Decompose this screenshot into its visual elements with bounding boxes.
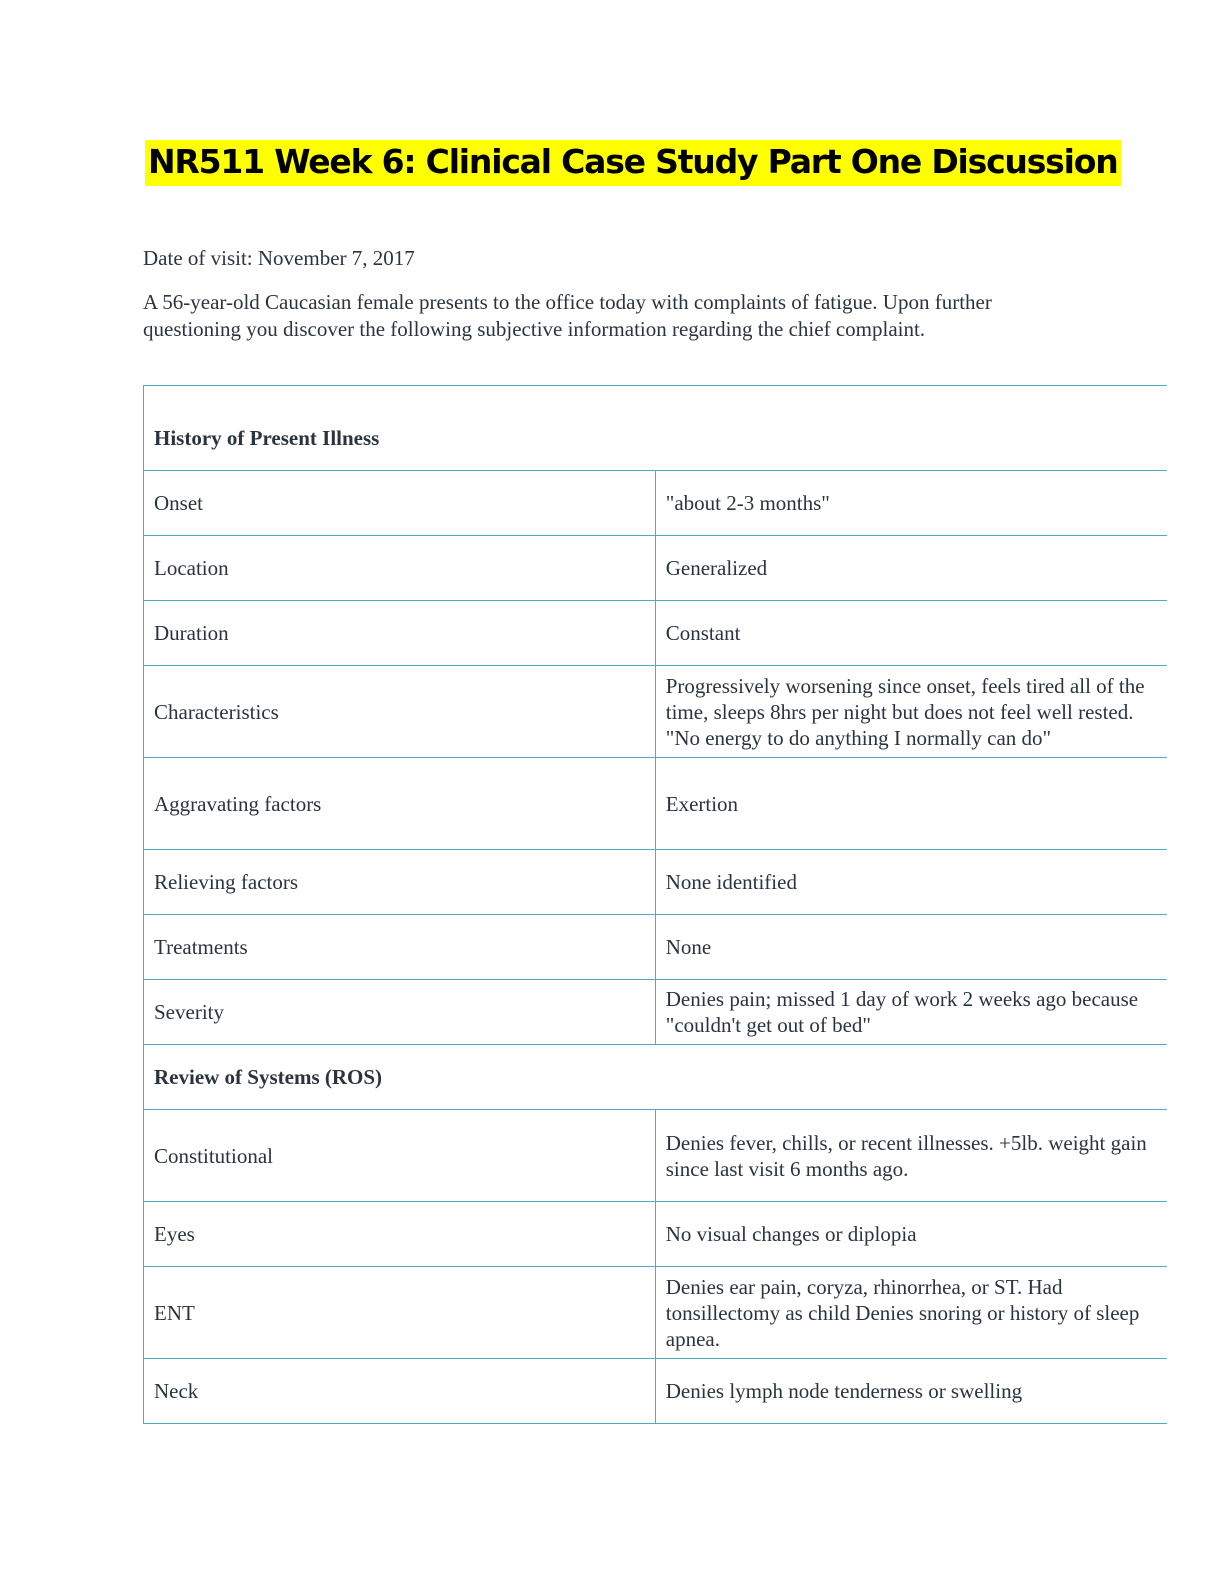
- table-row: [144, 1359, 1168, 1424]
- row-value: No visual changes or diplopia: [655, 1202, 1167, 1267]
- case-table: [143, 385, 1167, 1424]
- row-label: Aggravating factors: [144, 758, 656, 850]
- table-row: [144, 536, 1168, 601]
- table-row: [144, 1110, 1168, 1202]
- section-header-row: [144, 1045, 1168, 1110]
- row-value: Denies ear pain, coryza, rhinorrhea, or ST. Had tonsillectomy as child Denies snoring or history of sleep apnea.: [655, 1267, 1167, 1359]
- table-row: [144, 915, 1168, 980]
- ros-heading: Review of Systems (ROS): [144, 1045, 1168, 1110]
- table-row: [144, 601, 1168, 666]
- hpi-heading: History of Present Illness: [144, 386, 1168, 471]
- row-value: Denies fever, chills, or recent illnesses. +5lb. weight gain since last visit 6 months ago.: [655, 1110, 1167, 1202]
- row-label: Treatments: [144, 915, 656, 980]
- row-label: Relieving factors: [144, 850, 656, 915]
- table-row: [144, 471, 1168, 536]
- section-header-row: [144, 386, 1168, 471]
- table-row: [144, 666, 1168, 758]
- row-value: "about 2-3 months": [655, 471, 1167, 536]
- table-row: [144, 758, 1168, 850]
- table-row: [144, 850, 1168, 915]
- intro-paragraph: A 56-year-old Caucasian female presents to the office today with complaints of fatigue. Upon further questioning you discover the following subjective information regarding the chief complaint.: [143, 290, 992, 341]
- table-row: [144, 1267, 1168, 1359]
- table-row: [144, 980, 1168, 1045]
- row-value: Constant: [655, 601, 1167, 666]
- row-value: Exertion: [655, 758, 1167, 850]
- page-title: NR511 Week 6: Clinical Case Study Part One Discussion: [145, 140, 1121, 186]
- visit-date: Date of visit: November 7, 2017: [143, 246, 415, 270]
- row-value: Denies lymph node tenderness or swelling: [655, 1359, 1167, 1424]
- row-label: Duration: [144, 601, 656, 666]
- row-value: Denies pain; missed 1 day of work 2 weeks ago because "couldn't get out of bed": [655, 980, 1167, 1045]
- row-label: Onset: [144, 471, 656, 536]
- row-label: Eyes: [144, 1202, 656, 1267]
- row-value: None identified: [655, 850, 1167, 915]
- row-value: Progressively worsening since onset, feels tired all of the time, sleeps 8hrs per night but does not feel well rested. "No energy to do anything I normally can do": [655, 666, 1167, 758]
- row-label: Constitutional: [144, 1110, 656, 1202]
- row-value: None: [655, 915, 1167, 980]
- row-label: Characteristics: [144, 666, 656, 758]
- row-label: Location: [144, 536, 656, 601]
- row-label: Severity: [144, 980, 656, 1045]
- table-row: [144, 1202, 1168, 1267]
- row-label: ENT: [144, 1267, 656, 1359]
- row-label: Neck: [144, 1359, 656, 1424]
- row-value: Generalized: [655, 536, 1167, 601]
